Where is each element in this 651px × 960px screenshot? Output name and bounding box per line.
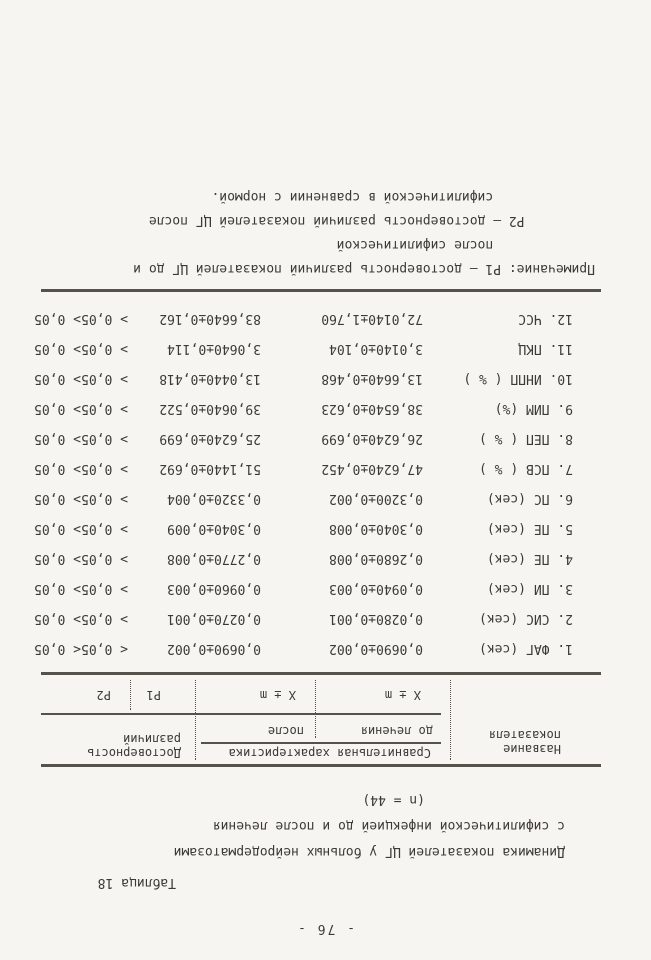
- table-row: 10. ИНПП ( % ) 13,6640±0,468 13,0440±0,418 > 0,05 > 0,05: [34, 371, 573, 386]
- column-divider: [195, 680, 196, 760]
- table-row: 11. ПКЦ 3,0140±0,104 3,0640±0,114 > 0,05 > 0,05: [34, 341, 573, 356]
- table-bottom-rule: [41, 289, 601, 292]
- table-top-rule: [41, 764, 601, 767]
- column-divider: [315, 680, 316, 738]
- note-line: P2 – достоверность различий показателей ЦГ после: [148, 213, 595, 228]
- table-row: 5. ПЕ (сек) 0,3040±0,008 0,3040±0,009 > 0,05 > 0,05: [34, 521, 573, 536]
- column-divider: [130, 680, 131, 710]
- table-row: 4. ПЕ (сек) 0,2680±0,008 0,2770±0,008 > 0,05 > 0,05: [34, 551, 573, 566]
- header-p1: P1: [146, 688, 161, 702]
- table-notes: [35, 184, 595, 280]
- header-significance: Достоверность различий: [87, 732, 181, 760]
- table-row: 12. ЧСС 72,0140±1,760 83,6640±0,162 > 0,05 > 0,05: [34, 311, 573, 326]
- caption-line: (n = 44): [362, 792, 425, 807]
- header-after: после: [267, 724, 304, 738]
- note-line: Примечание: P1 – достоверность различий показателей ЦГ до и: [133, 261, 595, 276]
- note-line: сифилитической в сравнении с нормой.: [211, 189, 595, 204]
- caption-line: с сифилитической инфекцией до и после лечения: [212, 818, 565, 833]
- column-divider: [450, 680, 451, 760]
- table-row: 3. ПИ (сек) 0,0940±0,003 0,0960±0,003 > 0,05 > 0,05: [34, 581, 573, 596]
- table-row: 9. ПИМ (%) 38,6540±0,623 39,0640±0,522 > 0,05 > 0,05: [34, 401, 573, 416]
- header-sub-rule: [201, 742, 441, 744]
- header-comparison: Сравнительная характеристика: [228, 746, 431, 760]
- note-line: после сифилитической: [336, 237, 595, 252]
- table-row: 6. ПС (сек) 0,3200±0,002 0,3320±0,004 > 0,05 > 0,05: [34, 491, 573, 506]
- table-label: Таблица 18: [97, 875, 176, 890]
- table-caption: [45, 786, 565, 864]
- header-p2: P2: [96, 688, 111, 702]
- header-bottom-rule: [41, 672, 601, 675]
- header-mid-rule: [41, 713, 441, 715]
- header-indicator: Название показателя: [488, 728, 561, 756]
- header-before-formula: X ± m: [384, 688, 421, 702]
- caption-line: Динамика показателей ЦГ у больных нейродерматозами: [173, 844, 565, 859]
- table-row: 7. ПСВ ( % ) 47,6240±0,452 51,1440±0,692 > 0,05 > 0,05: [34, 461, 573, 476]
- table-row: 8. ПЕП ( % ) 26,6240±0,699 25,6240±0,699 > 0,05 > 0,05: [34, 431, 573, 446]
- table-row: 1. ФАГ (сек) 0,0690±0,002 0,0690±0,002 < 0,05 < 0,05: [34, 641, 573, 656]
- header-after-formula: X ± m: [259, 688, 296, 702]
- page-number: - 76 -: [296, 921, 355, 936]
- table-row: 2. СИС (сек) 0,0280±0,001 0,0270±0,001 > 0,05 > 0,05: [34, 611, 573, 626]
- header-before: до лечения: [360, 724, 433, 738]
